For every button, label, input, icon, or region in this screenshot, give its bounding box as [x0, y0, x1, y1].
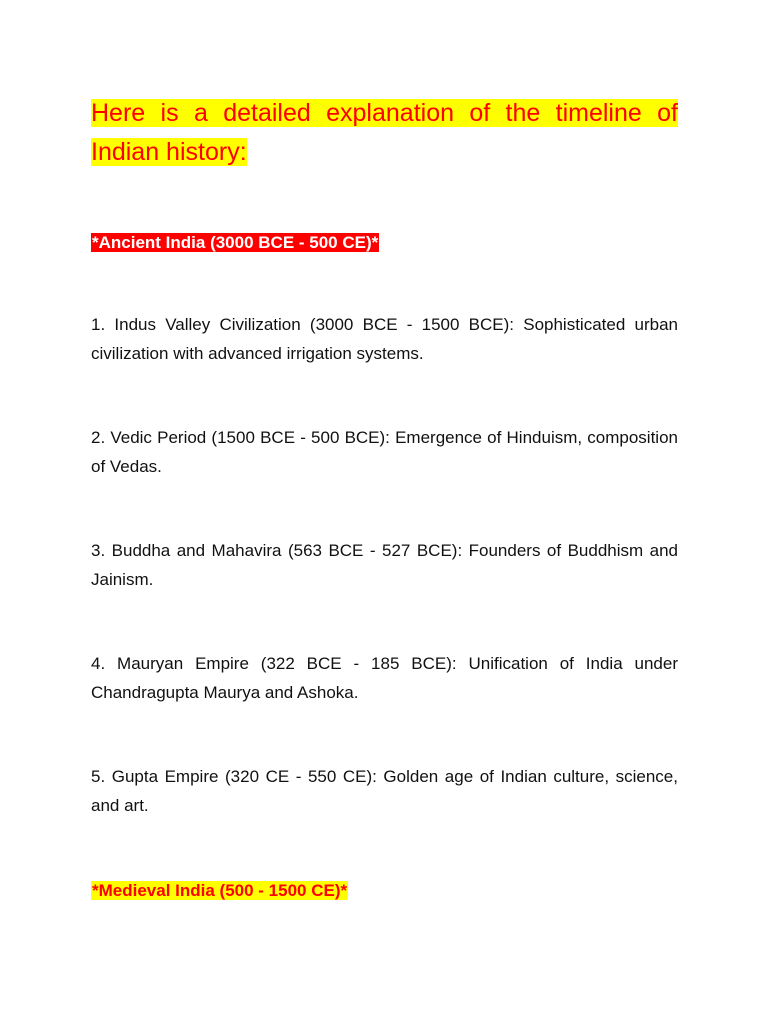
page-title: [91, 94, 678, 172]
section-heading-ancient-india: [91, 229, 379, 256]
section-heading-ancient-india-text: *Ancient India (3000 BCE - 500 CE)*: [92, 233, 379, 252]
timeline-item-mauryan-empire: 4. Mauryan Empire (322 BCE - 185 BCE): Unification of India under Chandragupta Maurya and Ashoka.: [91, 654, 678, 702]
section-heading-medieval-india: [91, 877, 348, 904]
section-heading-medieval-india-text: *Medieval India (500 - 1500 CE)*: [92, 881, 348, 900]
timeline-item-indus-valley: 1. Indus Valley Civilization (3000 BCE - 1500 BCE): Sophisticated urban civilization with advanced irrigation systems.: [91, 315, 678, 363]
timeline-item-gupta-empire: 5. Gupta Empire (320 CE - 550 CE): Golden age of Indian culture, science, and art.: [91, 767, 678, 815]
timeline-item-buddha-mahavira: 3. Buddha and Mahavira (563 BCE - 527 BCE): Founders of Buddhism and Jainism.: [91, 541, 678, 589]
timeline-item-vedic-period: 2. Vedic Period (1500 BCE - 500 BCE): Emergence of Hinduism, composition of Vedas.: [91, 428, 678, 476]
page-title-text: Here is a detailed explanation of the timeline of Indian history:: [91, 99, 678, 166]
